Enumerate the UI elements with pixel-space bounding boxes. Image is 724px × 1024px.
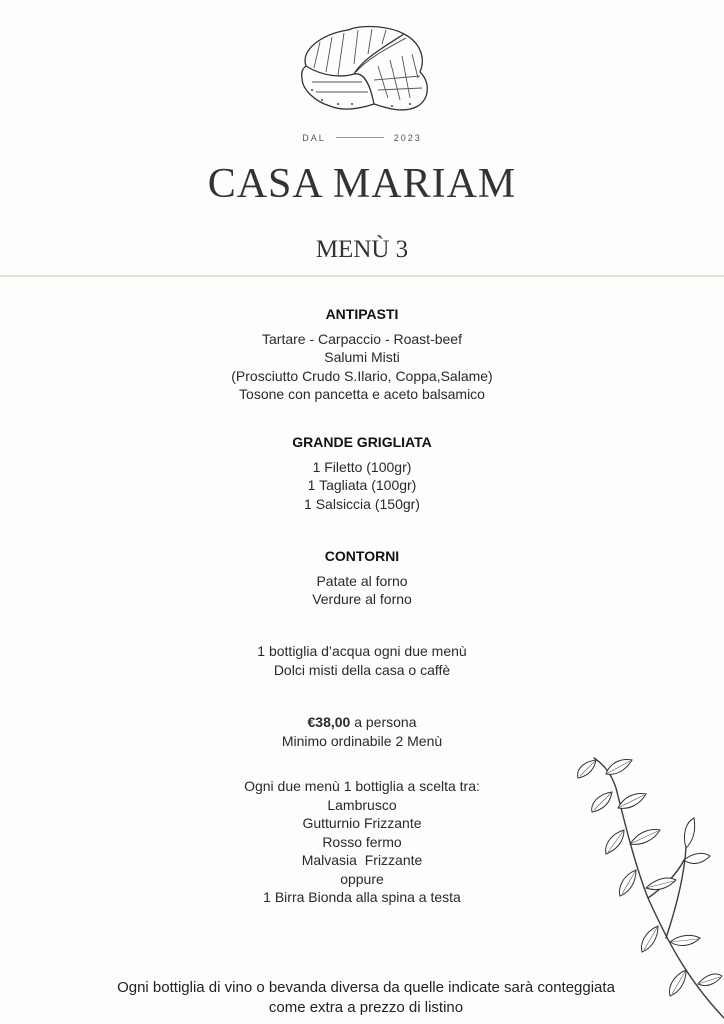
menu-item: Salumi Misti [324,349,400,365]
price-amount: €38,00 [307,714,351,730]
since-divider [336,137,384,138]
section-title: ANTIPASTI [325,306,399,322]
since-label: DAL [302,133,326,143]
price-unit: a persona [350,714,417,730]
extra-item: Dolci misti della casa o caffè [273,661,451,678]
tbone-steak-icon [292,20,434,120]
menu-item: Tartare - Carpaccio - Roast-beef [262,330,462,347]
drinks-intro: Ogni due menù 1 bottiglia a scelta tra: [244,778,480,794]
drink-item: oppure [340,870,384,887]
price-block [0,713,724,750]
section-antipasti [0,305,724,404]
established-year [0,133,724,143]
menu-item: (Prosciutto Crudo S.Ilario, Coppa,Salame) [231,367,493,384]
footer-note [0,978,724,1018]
menu-item: Patate al forno [316,572,408,589]
menu-item: Tosone con pancetta e aceto balsamico [239,386,485,402]
section-title: CONTORNI [324,548,400,564]
menu-item: 1 Filetto (100gr) [312,458,412,475]
drink-item: Lambrusco [327,796,397,813]
minimum-order: Minimo ordinabile 2 Menù [281,732,443,749]
menu-item: 1 Tagliata (100gr) [307,477,417,493]
section-title: GRANDE GRIGLIATA [292,434,432,450]
drink-item: Gutturnio Frizzante [302,815,422,831]
footer-line: come extra a prezzo di listino [268,999,464,1016]
drink-item: Malvasia Frizzante [301,852,423,868]
menu-item: Verdure al forno [312,591,412,607]
section-grigliata [0,433,724,513]
restaurant-name: CASA MARIAM [207,161,517,207]
header-divider [0,275,724,277]
menu-title: MENÙ 3 [315,236,409,263]
drink-item: Rosso fermo [322,833,402,850]
section-contorni [0,547,724,609]
footer-line: Ogni bottiglia di vino o bevanda diversa da quelle indicate sarà conteggiata [117,979,615,996]
drink-item: 1 Birra Bionda alla spina a testa [263,889,461,905]
since-year: 2023 [393,133,422,143]
extras [0,642,724,679]
extra-item: 1 bottiglia d’acqua ogni due menù [257,643,467,659]
menu-item: 1 Salsiccia (150gr) [304,495,420,512]
